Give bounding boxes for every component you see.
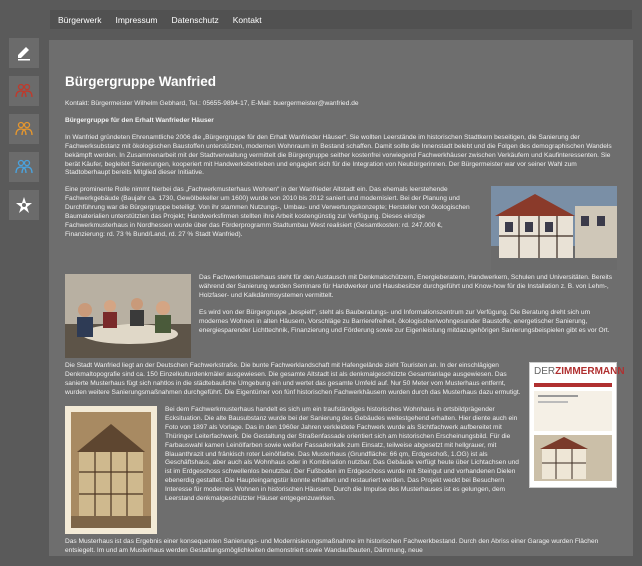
group-orange-button[interactable] <box>9 114 39 144</box>
paragraph-2: Eine prominente Rolle nimmt hierbei das „Fachwerkmusterhaus Wohnen“ in der Wanfrieder Altstadt ein. Das ehemals leerstehende Fachwerkgebäude (Baujahr ca. 1730, Gewölbekeller um 1600) wurde von 2010 bis 2012 saniert und modernisiert. Bei der Planung und Durchführung war die Bürgergruppe beteiligt. Von ihr stammen Nutzungs-, Umbau- und Verwertungskonzepte; Hersteller von ökologischen Baumaterialien unterstützten das Projekt; Handwerksfirmen stellten ihre Arbeit kostengünstig zur Verfügung. Dieses einzige Fachwerkmusterhaus in Nordhessen wurde über das Förderprogramm Stadtumbau West realisiert (Gesamtkosten: rd. 247.000 €, Finanzierung: rd. 73 % Bund/Land, rd. 27 % Stadt Wanfried). <box>65 186 470 238</box>
article <box>65 74 625 556</box>
nav-buergerwerk[interactable]: Bürgerwerk <box>58 14 102 25</box>
top-nav <box>50 10 632 29</box>
paragraph-6: Bei dem Fachwerkmusterhaus handelt es sich um ein traufständiges historisches Wohnhaus in ortsbildprägender Ecksituation. Die alte Bausubstanz wurde bei der Sanierung des Gebäudes weitestgehend erhalten. Hier diente auch ein Foto von 1897 als Vorlage. Das in den 1960er Jahren verkleidete Fachwerk wurde als Sichtfachwerk aufbereitet mit Thüringer Leiterfachwerk. Die Gestaltung der Straßenfassade orientiert sich am historischen Erscheinungsbild. Für die Farbauswahl kamen Leinölfarben sowie weißer Fassadenkalk zum Einsatz, teilweise abgesetzt mit hellgrauer, mit Blauanthrazit und fränkisch roter Leinölfarbe. Das Musterhaus (Grundfläche: 66 qm, Erdgeschoß, 1.OG) ist als Geschäftshaus, aber auch als Wohnhaus oder in Kombination nutzbar. Das Gebäude verfügt heute über Lichtachsen und ist im Erdgeschoss schwellenlos benutzbar. Der Fußboden im Erdgeschoss wurde mit Steingut und vorhandenen Dielen ebenerdig gestaltet. Die Haupteingangstür konnte erhalten und restauriert werden. Das Projekt weckt bei Besuchern Interesse für modernes Wohnen in historischen Häusern. Durch die Impulse des Musterhauses ist es gelungen, dem Leerstand denkmalgeschützter Häuser entgegenzuwirken. <box>165 405 519 503</box>
page-title: Bürgergruppe Wanfried <box>65 74 217 89</box>
paragraph-3: Das Fachwerkmusterhaus steht für den Austausch mit Denkmalschützern, Energieberatern, Handwerkern, Schulen und Universitäten. Bereits während der Sanierung wurden Seminare für Handwerker und Hausbesitzer durchgeführt und Know-how für die Installation z. B. von Lehm-, Holzfaser- und Kalkdämmsystemen vermittelt. <box>199 274 613 300</box>
people-icon-blue <box>14 157 34 177</box>
house-photo <box>491 186 617 270</box>
people-icon-red <box>14 81 34 101</box>
paragraph-7: Das Musterhaus ist das Ergebnis einer konsequenten Sanierungs- und Modernisierungsmaßnahme im historischen Fachwerkbestand. Durch den Abriss einer Garage wurden Flächen entsiegelt. Im und am Musterhaus werden Gestaltungsmöglichkeiten demonstriert sowie Wandaufbauten, Dämmung, neue <box>65 537 599 554</box>
edit-button[interactable] <box>9 38 39 68</box>
pencil-icon <box>14 43 34 63</box>
sidebar <box>9 38 39 228</box>
tools-button[interactable] <box>9 190 39 220</box>
group-red-button[interactable] <box>9 76 39 106</box>
nav-impressum[interactable]: Impressum <box>115 14 158 25</box>
paragraph-4: Es wird von der Bürgergruppe „bespielt“, steht als Bauberatungs- und Informationszentrum zur Verfügung. Die Beratung dreht sich um modernes Wohnen in alten Häusern, Vorschläge zu Barrierefreiheit, ökologischer/wohngesunder Baustoffe, energetischer Sanierung, energiesparender Lichttechnik, Finanzierung und Förderung sowie zur Eigenleistung mitdazugehörigen Sanierungsbeispielen gibt es vor Ort. <box>199 309 610 334</box>
settings-star-icon <box>14 195 34 215</box>
magazine-title: DERZIMMERMANN <box>534 366 625 378</box>
nav-datenschutz[interactable]: Datenschutz <box>171 14 219 25</box>
historic-photo <box>65 406 157 534</box>
content-panel <box>49 40 633 556</box>
meeting-photo <box>65 274 191 358</box>
paragraph-1: In Wanfried gründeten Ehrenamtliche 2006 die „Bürgergruppe für den Erhalt Wanfrieder Häuser“. Sie wollten Leerstände im historischen Stadtkern beseitigen, die Sanierung der Fachwerksubstanz mit ökologischen Baustoffen unterstützen, modernen Wohnraum im Bestand schaffen. Damit sollte die Innenstadt belebt und die Folgen des demographischen Wandels bekämpft werden. In Zusammenarbeit mit der Stadtverwaltung vermittelt die Bürgergruppe seither kostenfrei vorwiegend Fachwerkhäuser zwischen Verkäufern und Kaufinteressenten. Sie berät Käufer, begleitet Sanierungen, kooperiert mit Handwerksbetrieben und engagiert sich für die Integration von Neubürgerinnen. Der Bürgermeister war vor seiner Wahl zum Stadtoberhaupt bereits Mitglied dieser Initiative. <box>65 133 612 177</box>
section-subtitle: Bürgergruppe für den Erhalt Wanfrieder Häuser <box>65 116 214 124</box>
nav-kontakt[interactable]: Kontakt <box>232 14 262 25</box>
contact-line: Kontakt: Bürgermeister Wilhelm Gebhard, Tel.: 05655-9894-17, E-Mail: buergermeister@wanfried.de <box>65 100 359 107</box>
group-blue-button[interactable] <box>9 152 39 182</box>
paragraph-5: Die Stadt Wanfried liegt an der Deutschen Fachwerkstraße. Die bunte Fachwerklandschaft mit Hafengelände zieht Touristen an. In der einschlägigen Denkmaltopografie sind ca. 150 Einzelkulturdenkmäler ausgewiesen. Die gesamte Altstadt ist als denkmalgeschützte Gesamtanlage ausgewiesen. Das sanierte Musterhaus fügt sich nahtlos in die städtebauliche Umgebung ein und wertet das gesamte Umfeld auf. Nur 50 Meter vom Musterhaus entfernt, wurden weitere Sanierungsmaßnahmen durchgeführt. Die Eigentümer von fünf historischen Fachwerkhäusern wurden durch das Musterhaus dazu ermutigt. <box>65 362 521 397</box>
people-icon-orange <box>14 119 34 139</box>
magazine-cover <box>529 362 625 488</box>
